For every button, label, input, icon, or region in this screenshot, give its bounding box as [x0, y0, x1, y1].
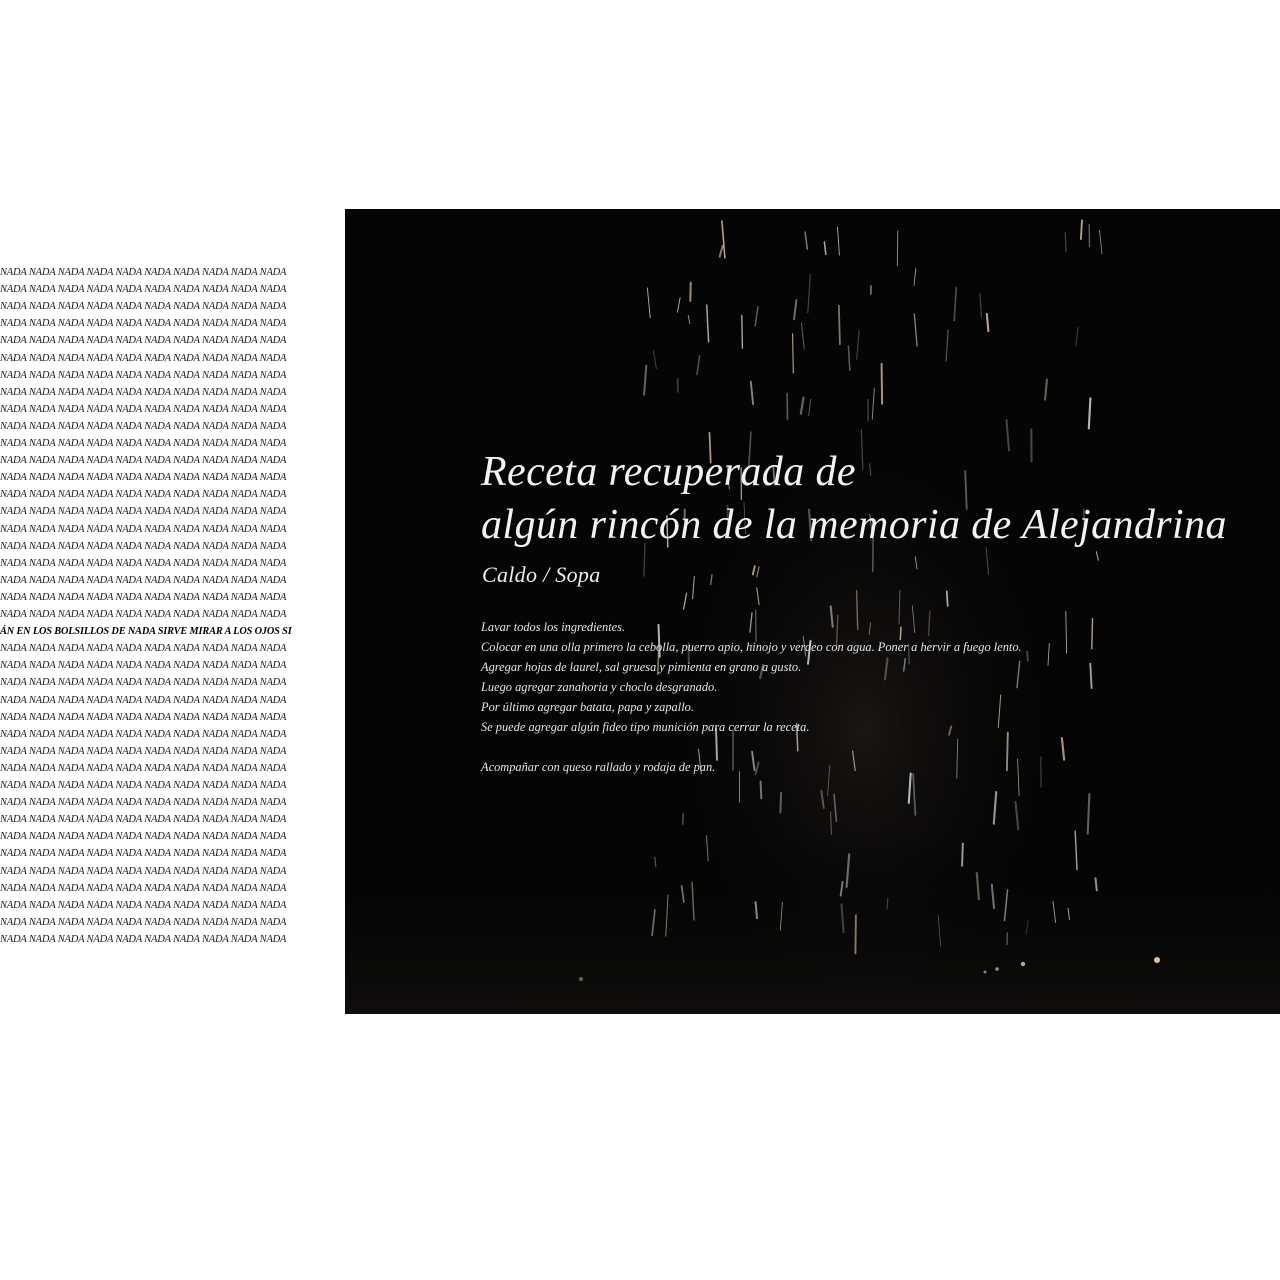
spark-streak — [742, 316, 743, 349]
nada-line: NADA NADA NADA NADA NADA NADA NADA NADA NADA NADA — [0, 352, 287, 364]
nada-line: NADA NADA NADA NADA NADA NADA NADA NADA NADA NADA — [0, 506, 287, 518]
nada-line: NADA NADA NADA NADA NADA NADA NADA NADA NADA NADA — [0, 318, 287, 330]
nada-line: NADA NADA NADA NADA NADA NADA NADA NADA NADA NADA — [0, 677, 287, 689]
nada-line: NADA NADA NADA NADA NADA NADA NADA NADA NADA NADA — [0, 557, 287, 569]
nada-line: NADA NADA NADA NADA NADA NADA NADA NADA NADA NADA — [0, 489, 287, 501]
recipe-photo-panel — [345, 209, 1280, 1014]
nada-line: NADA NADA NADA NADA NADA NADA NADA NADA NADA NADA — [0, 591, 287, 603]
spark-streak — [947, 592, 948, 606]
nada-line: NADA NADA NADA NADA NADA NADA NADA NADA NADA NADA — [0, 540, 287, 552]
spark-streak — [1065, 233, 1066, 252]
spark-streak — [1092, 619, 1093, 649]
recipe-title-line-2: algún rincón de la memoria de Alejandrina — [481, 502, 1227, 548]
nada-line: NADA NADA NADA NADA NADA NADA NADA NADA NADA NADA — [0, 420, 287, 432]
spark-streak — [780, 793, 781, 813]
nada-line: NADA NADA NADA NADA NADA NADA NADA NADA NADA NADA — [0, 728, 287, 740]
nada-line: NADA NADA NADA NADA NADA NADA NADA NADA NADA NADA — [0, 284, 287, 296]
spark-streak — [855, 915, 856, 953]
nada-line: NADA NADA NADA NADA NADA NADA NADA NADA NADA NADA — [0, 899, 287, 911]
nada-line: NADA NADA NADA NADA NADA NADA NADA NADA NADA NADA — [0, 472, 287, 484]
spark-streak — [897, 231, 898, 266]
recipe-title — [481, 446, 1227, 552]
nada-line: NADA NADA NADA NADA NADA NADA NADA NADA NADA NADA — [0, 814, 287, 826]
nada-line: NADA NADA NADA NADA NADA NADA NADA NADA NADA NADA — [0, 643, 287, 655]
spark-streak — [962, 844, 963, 866]
nada-line: NADA NADA NADA NADA NADA NADA NADA NADA NADA NADA — [0, 523, 287, 535]
nada-line: NADA NADA NADA NADA NADA NADA NADA NADA NADA NADA — [0, 762, 287, 774]
nada-line: NADA NADA NADA NADA NADA NADA NADA NADA NADA NADA — [0, 574, 287, 586]
nada-line: NADA NADA NADA NADA NADA NADA NADA NADA NADA NADA — [0, 797, 287, 809]
recipe-subtitle: Caldo / Sopa — [482, 562, 601, 587]
nada-line: NADA NADA NADA NADA NADA NADA NADA NADA NADA NADA — [0, 831, 287, 843]
nada-line: NADA NADA NADA NADA NADA NADA NADA NADA NADA NADA — [0, 865, 287, 877]
recipe-step: Por último agregar batata, papa y zapallo. — [481, 700, 694, 714]
nada-line: NADA NADA NADA NADA NADA NADA NADA NADA NADA NADA — [0, 438, 287, 449]
nada-line: NADA NADA NADA NADA NADA NADA NADA NADA NADA NADA — [0, 933, 287, 945]
spark-streak — [1007, 733, 1008, 771]
spark-streak — [1081, 220, 1082, 239]
spark-streak — [882, 364, 883, 404]
nada-line: NADA NADA NADA NADA NADA NADA NADA NADA NADA NADA — [0, 916, 287, 928]
nada-line: NADA NADA NADA NADA NADA NADA NADA NADA NADA NADA — [0, 694, 287, 706]
recipe-step: Se puede agregar algún fideo tipo munición para cerrar la receta. — [481, 720, 810, 734]
spark-streak — [793, 334, 794, 373]
spark-streak — [761, 782, 762, 799]
nada-line: NADA NADA NADA NADA NADA NADA NADA NADA NADA NADA — [0, 848, 287, 860]
recipe-step: Agregar hojas de laurel, sal gruesa y pimienta en grano a gusto. — [481, 660, 802, 674]
spark-streak — [1090, 664, 1091, 688]
recipe-accompaniment: Acompañar con queso rallado y rodaja de pan. — [481, 760, 716, 774]
nada-line: NADA NADA NADA NADA NADA NADA NADA NADA NADA NADA — [0, 301, 287, 313]
nada-phrase-line: ÁN EN LOS BOLSILLOS DE NADA SIRVE MIRAR A LOS OJOS SI — [0, 626, 292, 638]
nada-text-block — [0, 266, 330, 950]
nada-line: NADA NADA NADA NADA NADA NADA NADA NADA NADA NADA — [0, 711, 287, 723]
spark-streak — [1096, 878, 1097, 890]
recipe-title-line-1: Receta recuperada de — [481, 449, 856, 495]
spark-streak — [756, 902, 757, 918]
recipe-step: Lavar todos los ingredientes. — [481, 620, 626, 634]
nada-line: NADA NADA NADA NADA NADA NADA NADA NADA NADA NADA — [0, 745, 287, 757]
nada-line: NADA NADA NADA NADA NADA NADA NADA NADA NADA NADA — [0, 455, 287, 467]
nada-line: NADA NADA NADA NADA NADA NADA NADA NADA NADA NADA — [0, 609, 287, 620]
recipe-steps — [481, 617, 1022, 737]
nada-line: NADA NADA NADA NADA NADA NADA NADA NADA NADA NADA — [0, 882, 287, 894]
nada-line: NADA NADA NADA NADA NADA NADA NADA NADA NADA NADA — [0, 386, 287, 398]
spark-streak — [839, 306, 840, 345]
spark-streak — [683, 814, 684, 824]
nada-line: NADA NADA NADA NADA NADA NADA NADA NADA NADA NADA — [0, 660, 287, 672]
nada-line: NADA NADA NADA NADA NADA NADA NADA NADA NADA NADA — [0, 780, 287, 791]
nada-line: NADA NADA NADA NADA NADA NADA NADA NADA NADA NADA — [0, 267, 287, 278]
nada-line: NADA NADA NADA NADA NADA NADA NADA NADA NADA NADA — [0, 369, 287, 381]
recipe-step: Colocar en una olla primero la cebolla, puerro apio, hinojo y verdeo con agua. Poner a hervir a fuego lento. — [481, 640, 1022, 654]
recipe-step: Luego agregar zanahoria y choclo desgranado. — [481, 680, 718, 694]
nada-line: NADA NADA NADA NADA NADA NADA NADA NADA NADA NADA — [0, 335, 287, 347]
spark-streak — [1027, 652, 1028, 661]
night-sparks-background — [345, 209, 1280, 1014]
nada-line: NADA NADA NADA NADA NADA NADA NADA NADA NADA NADA — [0, 403, 287, 415]
